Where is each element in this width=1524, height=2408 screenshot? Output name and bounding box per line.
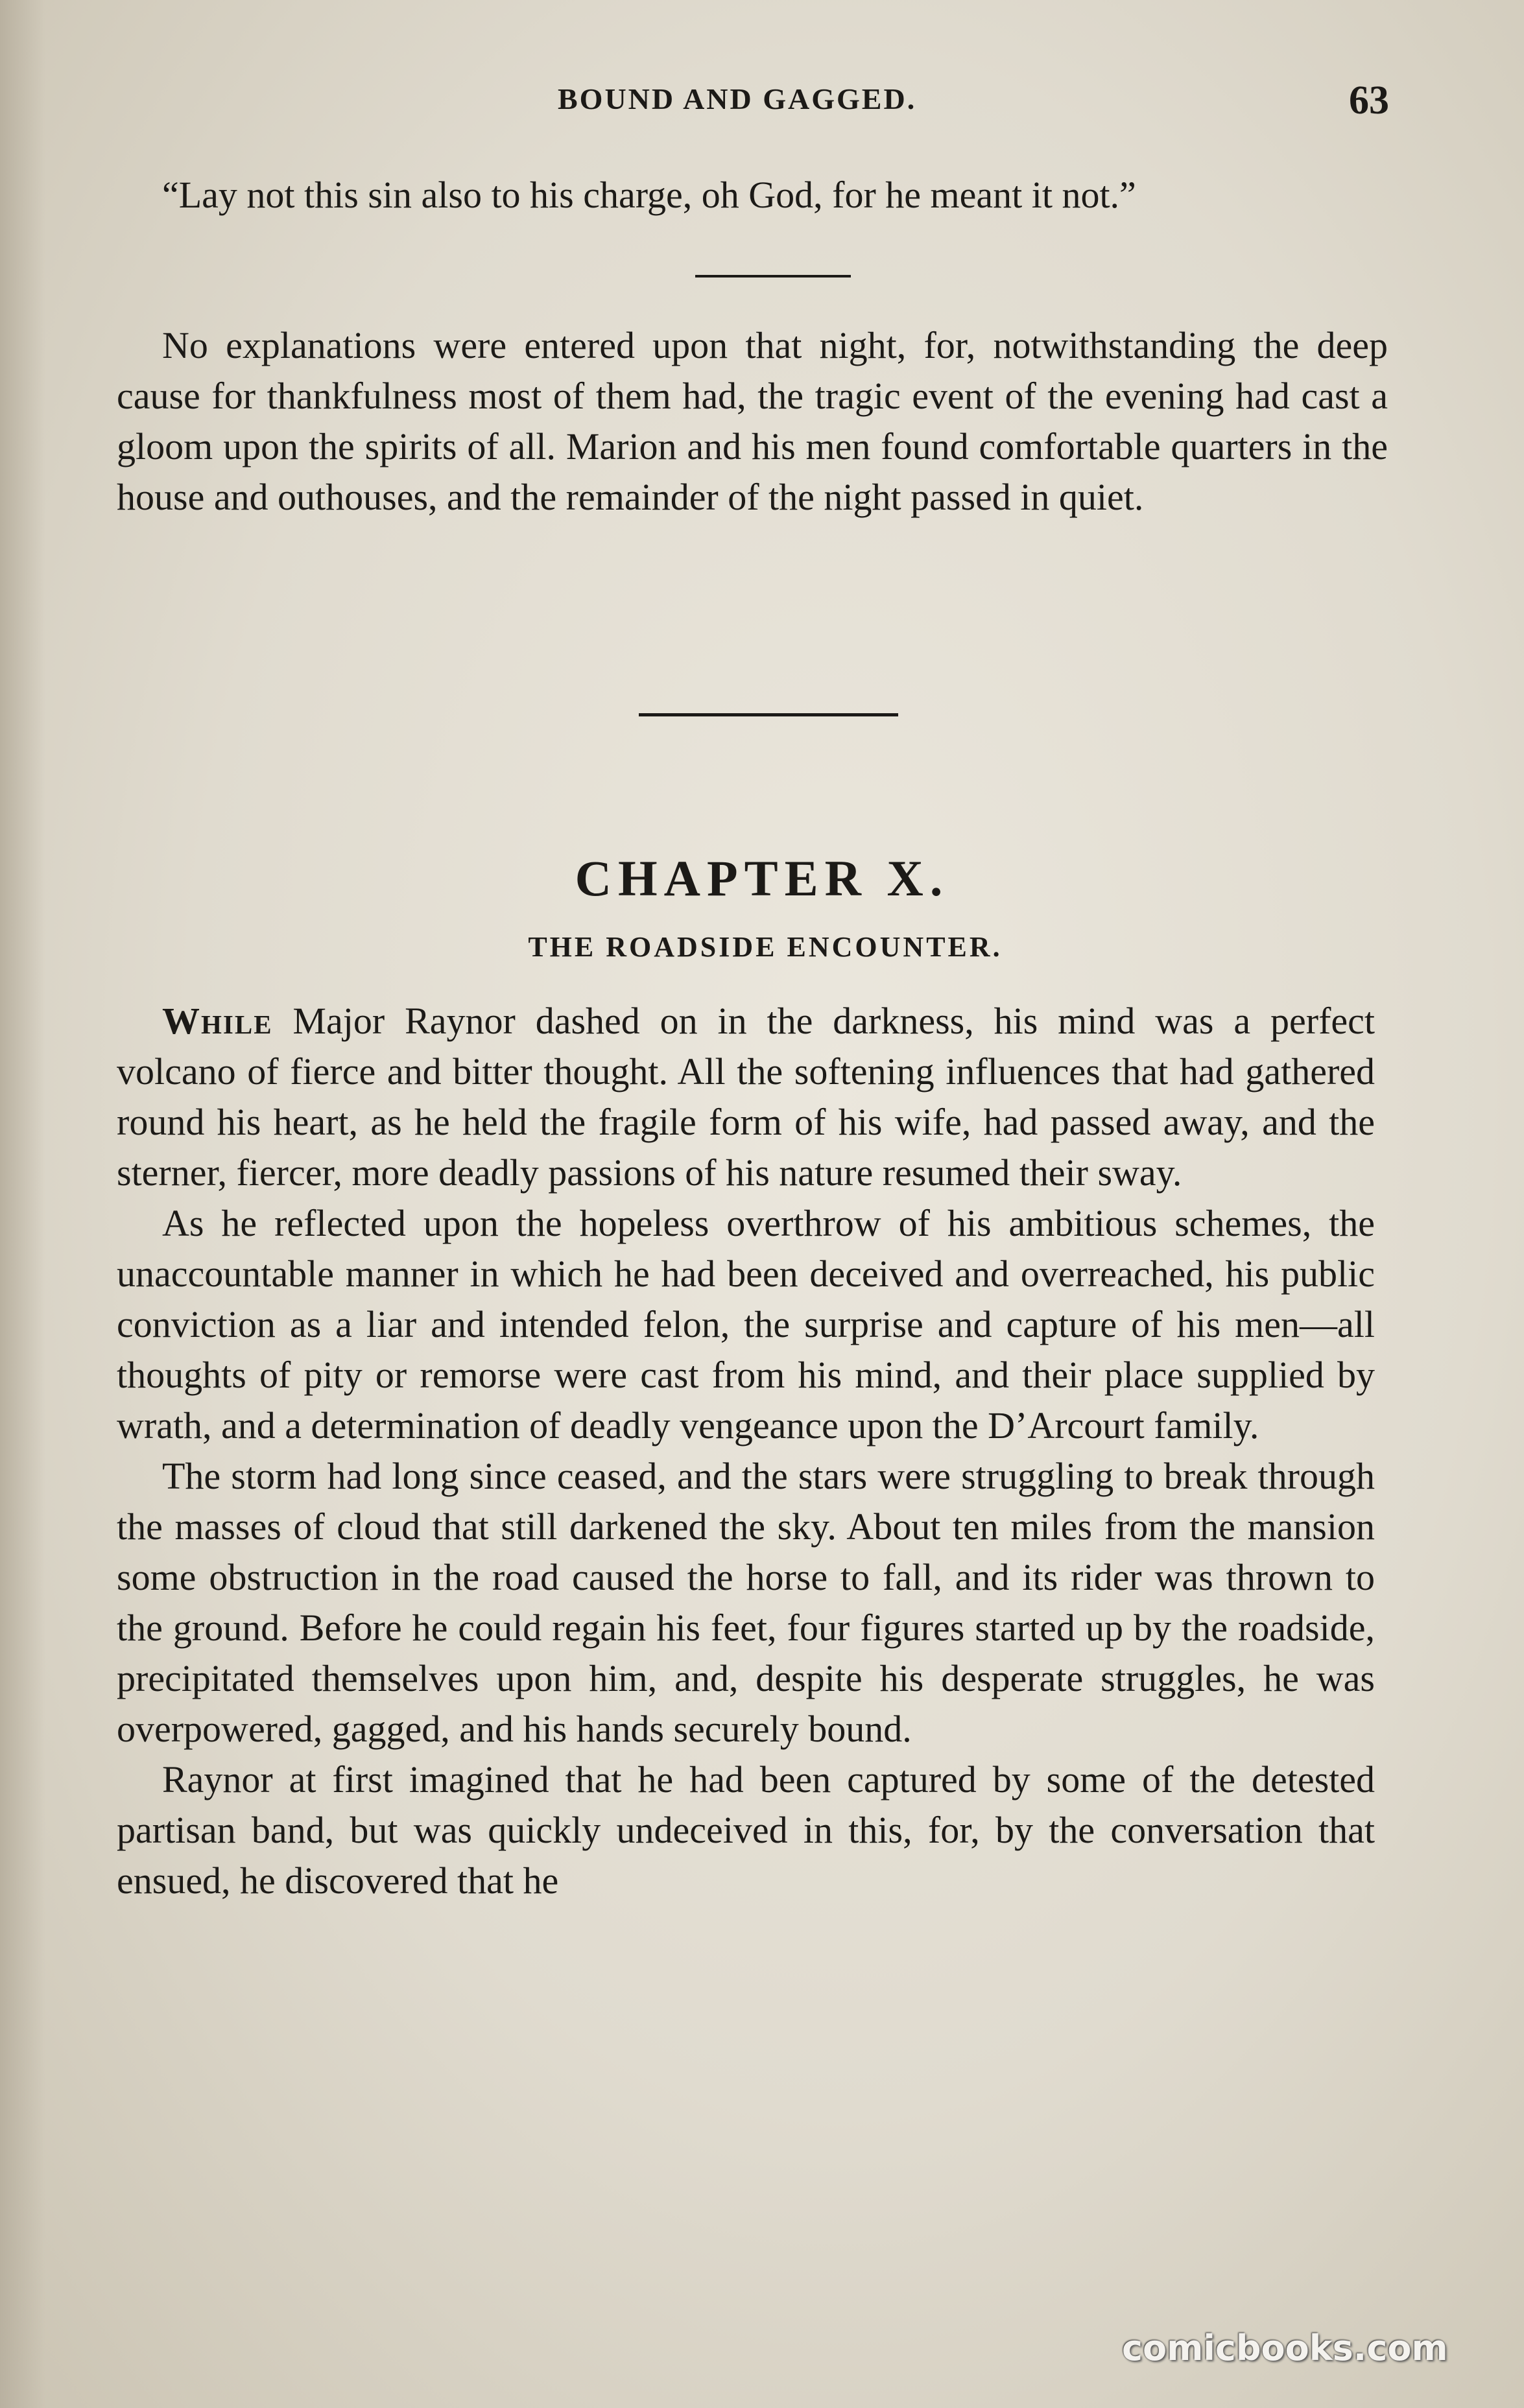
- page-header: [558, 78, 1414, 134]
- closing-paragraph: No explanations were entered upon that night, for, notwithstanding the deep cause for thankfulness most of them had, the tragic event of the evening had cast a gloom upon the spirits of all. Marion and his men found comfortable quarters in the house and outhouses, and the remainder of the night passed in quiet.: [117, 324, 1388, 518]
- chapter-paragraph-1-text: Major Raynor dashed on in the darkness, his mind was a perfect volcano of fierce and bitter thought. All the softening influences that had gathered round his heart, as he held the fragile form of his wife, had passed away, and the sterner, fiercer, more deadly passions of his nature resumed their sway.: [117, 1000, 1375, 1194]
- page-number: 63: [1349, 78, 1389, 123]
- chapter-lead-word: While: [162, 1000, 273, 1042]
- running-head: BOUND AND GAGGED.: [558, 82, 917, 115]
- chapter-paragraph-2: As he reflected upon the hopeless overthrow of his ambitious schemes, the unaccountable manner in which he had been deceived and overreached, his public conviction as a liar and intended felon, the surprise and capture of his men—all thoughts of pity or remorse were cast from his mind, and their place supplied by wrath, and a determination of deadly vengeance upon the D’Arcourt family.: [117, 1202, 1375, 1446]
- closing-quote: “Lay not this sin also to his charge, oh God, for he meant it not.”: [162, 174, 1136, 216]
- watermark-logo: comicbooks.com: [1122, 2328, 1448, 2368]
- short-divider-rule: [695, 275, 851, 277]
- closing-quote-block: [117, 170, 1388, 220]
- chapter-divider-rule: [639, 713, 898, 716]
- chapter-paragraph-4: Raynor at first imagined that he had been captured by some of the detested partisan band, but was quickly undeceived in this, for, by the conversation that ensued, he discovered that he: [117, 1758, 1375, 1902]
- closing-paragraph-block: [117, 320, 1388, 523]
- chapter-title: CHAPTER X.: [575, 850, 949, 906]
- page-edge-shadow: [0, 0, 45, 2408]
- chapter-paragraph-3: The storm had long since ceased, and the stars were struggling to break through the masses of cloud that still darkened the sky. About ten miles from the mansion some obstruction in the road caused the horse to fall, and its rider was thrown to the ground. Before he could regain his feet, four figures started up by the roadside, precipitated themselves upon him, and, despite his desperate struggles, he was overpowered, gagged, and his hands securely bound.: [117, 1455, 1375, 1750]
- chapter-body: [117, 996, 1375, 1906]
- chapter-subtitle: THE ROADSIDE ENCOUNTER.: [528, 931, 1003, 963]
- chapter-paragraph-1: [117, 996, 1375, 1198]
